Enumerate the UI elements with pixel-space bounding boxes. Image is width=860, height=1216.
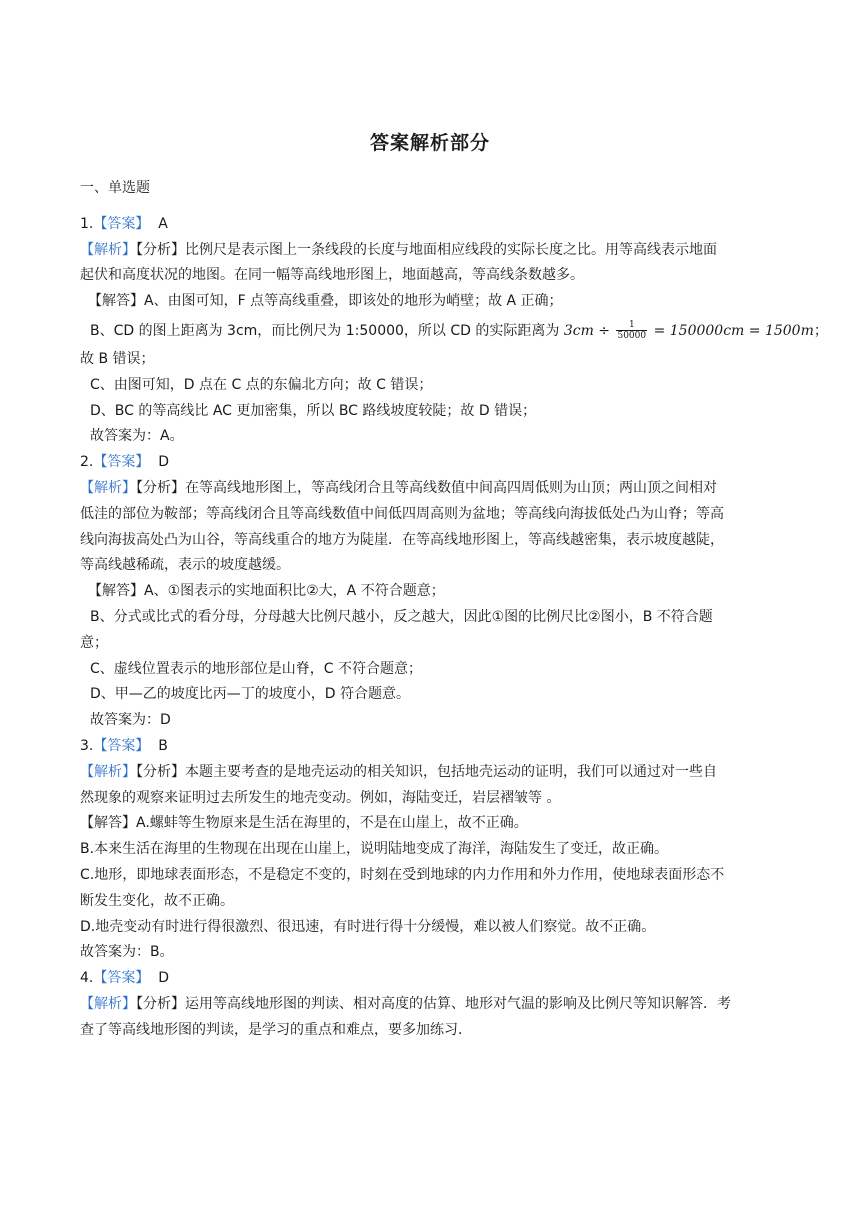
q4-answer: D [158,970,170,987]
q1-math-2: = 150000cm = 1500m [649,322,814,339]
page-title: 答案解析部分 [369,132,490,154]
q3-analysis-1: 【分析】本题主要考查的是地壳运动的相关知识，包括地壳运动的证明，我们可以通过对一些自 [136,763,717,780]
q2-answer-tag: 【答案】 [93,454,150,471]
q1-solve-a: 【解答】A、由图可知，F 点等高线重叠，即该处的地形为峭壁；故 A 正确； [88,293,563,310]
answer-content [80,176,828,1044]
q3-number: 3. [80,737,94,754]
q1-frac-num: 1 [616,320,647,331]
q1-conclusion: 故答案为：A。 [90,428,184,445]
q4-answer-tag: 【答案】 [93,970,150,987]
q3-solve-b: B.本来生活在海里的生物现在出现在山崖上，说明陆地变成了海洋，海陆发生了变迁，故正确。 [80,841,669,858]
q2-analysis-2: 低洼的部位为鞍部；等高线闭合且等高线数值中间低四周高则为盆地；等高线向海拔低处凸为山脊；等高 [80,505,724,522]
q3-analysis-tag: 【解析】 [80,763,136,780]
q3-solve-c1: C.地形，即地球表面形态，不是稳定不变的，时刻在受到地球的内力作用和外力作用，使地球表面形态不 [80,866,725,883]
q3-solve-d: D.地壳变动有时进行得很激烈、很迅速，有时进行得十分缓慢，难以被人们察觉。故不正确。 [80,918,656,935]
q1-analysis-line [80,238,780,264]
q2-solve-a: 【解答】A、①图表示的实地面积比②大，A 不符合题意； [88,583,445,600]
q4-analysis-tag: 【解析】 [80,995,136,1012]
q1-solve-b2: 故 B 错误； [80,350,155,367]
q2-analysis-line [80,476,780,502]
q1-analysis-1: 【分析】比例尺是表示图上一条线段的长度与地面相应线段的实际长度之比。用等高线表示地面 [136,241,717,258]
q1-solve-b [80,315,828,347]
q3-conclusion: 故答案为：B。 [80,944,174,961]
q1-analysis-tag: 【解析】 [80,241,136,258]
q1-frac-den: 50000 [617,331,647,342]
q1-solve-c: C、由图可知，D 点在 C 点的东偏北方向；故 C 错误； [90,376,433,393]
q1-math-1: 3cm ÷ [563,322,615,339]
q4-analysis-line [80,992,780,1018]
q1-answer-line [80,212,780,238]
q4-analysis-1: 【分析】运用等高线地形图的判读、相对高度的估算、地形对气温的影响及比例尺等知识解答．考 [136,995,731,1012]
q2-solve-b1: B、分式或比式的看分母，分母越大比例尺越小，反之越大，因此①图的比例尺比②图小，B 不符合题 [90,608,713,625]
q2-solve-b2: 意； [80,634,108,651]
section-heading: 一、单选题 [80,180,150,196]
q2-solve-c: C、虚线位置表示的地形部位是山脊，C 不符合题意； [90,660,422,677]
q2-conclusion: 故答案为：D [90,712,171,729]
q3-solve-a: 【解答】A.螺蚌等生物原来是生活在海里的，不是在山崖上，故不正确。 [80,815,528,832]
q2-number: 2. [80,454,94,471]
q4-answer-line [80,966,780,992]
q2-analysis-tag: 【解析】 [80,479,136,496]
q2-answer: D [158,454,170,471]
q2-analysis-1: 【分析】在等高线地形图上，等高线闭合且等高线数值中间高四周低则为山顶；两山顶之间相对 [136,479,717,496]
q1-solve-b-pre: B、CD 的图上距离为 3cm，而比例尺为 1:50000，所以 CD 的实际距离为 [90,322,564,339]
q1-number: 1. [80,215,94,232]
q3-solve-c2: 断发生变化，故不正确。 [80,892,234,909]
q3-answer-tag: 【答案】 [93,737,150,754]
q1-solve-b-end: ； [813,322,828,339]
q3-answer-line [80,734,780,760]
q2-analysis-4: 等高线越稀疏，表示的坡度越缓。 [80,557,290,574]
q3-analysis-line [80,760,780,786]
q1-answer-tag: 【答案】 [93,215,150,232]
q1-analysis-2: 起伏和高度状况的地图。在同一幅等高线地形图上，地面越高，等高线条数越多。 [80,267,584,284]
q3-answer: B [158,737,168,754]
q4-number: 4. [80,970,94,987]
q1-fraction [616,320,647,341]
q2-analysis-3: 线向海拔高处凸为山谷，等高线重合的地方为陡崖．在等高线地形图上，等高线越密集，表示坡度越陡， [80,531,724,548]
q2-answer-line [80,450,780,476]
q3-analysis-2: 然现象的观察来证明过去所发生的地壳变动。例如，海陆变迁，岩层褶皱等 。 [80,789,561,806]
q1-solve-d: D、BC 的等高线比 AC 更加密集，所以 BC 路线坡度较陡；故 D 错误； [90,402,537,419]
q2-solve-d: D、甲—乙的坡度比丙—丁的坡度小，D 符合题意。 [90,686,411,703]
q4-analysis-2: 查了等高线地形图的判读，是学习的重点和难点，要多加练习． [80,1021,472,1038]
q1-answer: A [158,215,168,232]
